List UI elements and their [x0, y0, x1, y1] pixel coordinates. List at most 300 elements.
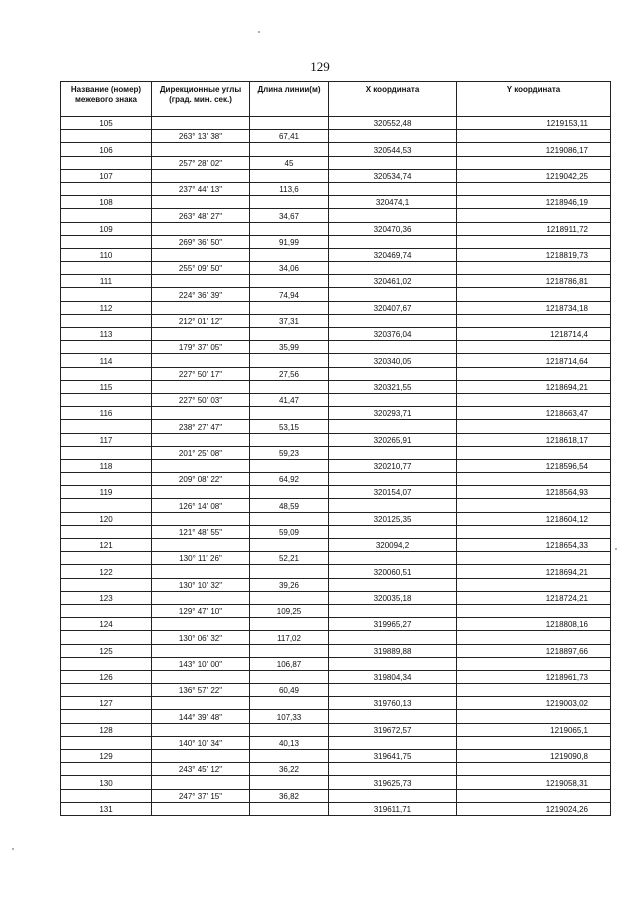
empty-cell	[329, 288, 457, 301]
empty-cell	[329, 525, 457, 538]
direction-angle-cell: 227° 50' 17"	[152, 367, 250, 380]
empty-cell	[61, 763, 152, 776]
empty-cell	[61, 314, 152, 327]
empty-cell	[250, 591, 329, 604]
empty-cell	[457, 604, 611, 617]
y-coordinate-cell: 1218604,12	[457, 512, 611, 525]
direction-angle-cell: 255° 09' 50"	[152, 262, 250, 275]
line-length-cell: 59,09	[250, 525, 329, 538]
empty-cell	[250, 697, 329, 710]
point-row	[61, 328, 611, 341]
empty-cell	[329, 341, 457, 354]
empty-cell	[329, 314, 457, 327]
point-row	[61, 117, 611, 130]
empty-cell	[61, 789, 152, 802]
point-name-cell: 109	[61, 222, 152, 235]
segment-row	[61, 657, 611, 670]
empty-cell	[457, 657, 611, 670]
line-length-cell: 34,67	[250, 209, 329, 222]
segment-row	[61, 130, 611, 143]
x-coordinate-cell: 320060,51	[329, 565, 457, 578]
empty-cell	[457, 446, 611, 459]
empty-cell	[250, 433, 329, 446]
point-name-cell: 118	[61, 459, 152, 472]
scan-speck	[12, 848, 14, 850]
y-coordinate-cell: 1218897,66	[457, 644, 611, 657]
direction-angle-cell: 143° 10' 00"	[152, 657, 250, 670]
empty-cell	[250, 802, 329, 815]
segment-row	[61, 684, 611, 697]
empty-cell	[457, 552, 611, 565]
y-coordinate-cell: 1218786,81	[457, 275, 611, 288]
line-length-cell: 37,31	[250, 314, 329, 327]
empty-cell	[250, 328, 329, 341]
empty-cell	[61, 499, 152, 512]
empty-cell	[61, 156, 152, 169]
direction-angle-cell: 179° 37' 05"	[152, 341, 250, 354]
empty-cell	[250, 248, 329, 261]
x-coordinate-cell: 319760,13	[329, 697, 457, 710]
direction-angle-cell: 130° 11' 26"	[152, 552, 250, 565]
x-coordinate-cell: 320544,53	[329, 143, 457, 156]
point-row	[61, 433, 611, 446]
empty-cell	[250, 169, 329, 182]
segment-row	[61, 578, 611, 591]
empty-cell	[329, 446, 457, 459]
empty-cell	[152, 222, 250, 235]
direction-angle-cell: 227° 50' 03"	[152, 393, 250, 406]
y-coordinate-cell: 1218808,16	[457, 618, 611, 631]
empty-cell	[152, 169, 250, 182]
line-length-cell: 64,92	[250, 473, 329, 486]
x-coordinate-cell: 320534,74	[329, 169, 457, 182]
empty-cell	[250, 750, 329, 763]
direction-angle-cell: 257° 28' 02"	[152, 156, 250, 169]
point-name-cell: 122	[61, 565, 152, 578]
line-length-cell: 36,82	[250, 789, 329, 802]
empty-cell	[152, 328, 250, 341]
empty-cell	[61, 684, 152, 697]
point-row	[61, 802, 611, 815]
empty-cell	[152, 591, 250, 604]
empty-cell	[152, 407, 250, 420]
empty-cell	[61, 578, 152, 591]
point-name-cell: 117	[61, 433, 152, 446]
point-name-cell: 111	[61, 275, 152, 288]
header-x-coordinate: X координата	[329, 82, 457, 117]
x-coordinate-cell: 320293,71	[329, 407, 457, 420]
x-coordinate-cell: 320265,91	[329, 433, 457, 446]
empty-cell	[457, 341, 611, 354]
point-row	[61, 196, 611, 209]
empty-cell	[61, 182, 152, 195]
point-row	[61, 644, 611, 657]
empty-cell	[329, 156, 457, 169]
empty-cell	[329, 130, 457, 143]
empty-cell	[457, 789, 611, 802]
y-coordinate-cell: 1218663,47	[457, 407, 611, 420]
segment-row	[61, 393, 611, 406]
empty-cell	[61, 420, 152, 433]
y-coordinate-cell: 1218596,54	[457, 459, 611, 472]
empty-cell	[250, 143, 329, 156]
y-coordinate-cell: 1218946,19	[457, 196, 611, 209]
empty-cell	[457, 684, 611, 697]
empty-cell	[329, 763, 457, 776]
line-length-cell: 35,99	[250, 341, 329, 354]
empty-cell	[457, 367, 611, 380]
empty-cell	[152, 196, 250, 209]
x-coordinate-cell: 319804,34	[329, 670, 457, 683]
empty-cell	[152, 275, 250, 288]
x-coordinate-cell: 320407,67	[329, 301, 457, 314]
point-row	[61, 169, 611, 182]
point-name-cell: 123	[61, 591, 152, 604]
line-length-cell: 109,25	[250, 604, 329, 617]
point-name-cell: 124	[61, 618, 152, 631]
y-coordinate-cell: 1218714,64	[457, 354, 611, 367]
empty-cell	[457, 763, 611, 776]
x-coordinate-cell: 319889,88	[329, 644, 457, 657]
x-coordinate-cell: 320376,04	[329, 328, 457, 341]
x-coordinate-cell: 320321,55	[329, 380, 457, 393]
line-length-cell: 60,49	[250, 684, 329, 697]
empty-cell	[250, 354, 329, 367]
empty-cell	[457, 262, 611, 275]
empty-cell	[329, 631, 457, 644]
empty-cell	[329, 182, 457, 195]
direction-angle-cell: 243° 45' 12"	[152, 763, 250, 776]
point-row	[61, 670, 611, 683]
page-number: 129	[310, 59, 330, 74]
direction-angle-cell: 263° 48' 27"	[152, 209, 250, 222]
empty-cell	[61, 552, 152, 565]
y-coordinate-cell: 1219065,1	[457, 723, 611, 736]
empty-cell	[152, 697, 250, 710]
segment-row	[61, 156, 611, 169]
x-coordinate-cell: 320470,36	[329, 222, 457, 235]
segment-row	[61, 525, 611, 538]
empty-cell	[457, 314, 611, 327]
empty-cell	[329, 473, 457, 486]
empty-cell	[152, 723, 250, 736]
empty-cell	[250, 301, 329, 314]
point-name-cell: 105	[61, 117, 152, 130]
empty-cell	[457, 578, 611, 591]
empty-cell	[61, 446, 152, 459]
y-coordinate-cell: 1219086,17	[457, 143, 611, 156]
segment-row	[61, 473, 611, 486]
empty-cell	[329, 736, 457, 749]
empty-cell	[152, 802, 250, 815]
empty-cell	[329, 420, 457, 433]
direction-angle-cell: 130° 10' 32"	[152, 578, 250, 591]
empty-cell	[250, 486, 329, 499]
segment-row	[61, 235, 611, 248]
empty-cell	[152, 750, 250, 763]
empty-cell	[152, 380, 250, 393]
line-length-cell: 40,13	[250, 736, 329, 749]
empty-cell	[61, 525, 152, 538]
point-name-cell: 129	[61, 750, 152, 763]
line-length-cell: 107,33	[250, 710, 329, 723]
point-row	[61, 591, 611, 604]
empty-cell	[61, 341, 152, 354]
empty-cell	[250, 565, 329, 578]
y-coordinate-cell: 1218724,21	[457, 591, 611, 604]
direction-angle-cell: 237° 44' 13"	[152, 182, 250, 195]
segment-row	[61, 710, 611, 723]
empty-cell	[457, 631, 611, 644]
x-coordinate-cell: 319611,71	[329, 802, 457, 815]
point-name-cell: 121	[61, 539, 152, 552]
point-row	[61, 143, 611, 156]
point-row	[61, 697, 611, 710]
empty-cell	[329, 710, 457, 723]
empty-cell	[250, 380, 329, 393]
line-length-cell: 45	[250, 156, 329, 169]
empty-cell	[152, 618, 250, 631]
x-coordinate-cell: 319641,75	[329, 750, 457, 763]
empty-cell	[152, 117, 250, 130]
line-length-cell: 67,41	[250, 130, 329, 143]
direction-angle-cell: 126° 14' 08"	[152, 499, 250, 512]
empty-cell	[329, 684, 457, 697]
empty-cell	[457, 130, 611, 143]
empty-cell	[61, 393, 152, 406]
y-coordinate-cell: 1218911,72	[457, 222, 611, 235]
header-direction-angle: Дирекционные углы (град. мин. сек.)	[152, 82, 250, 117]
direction-angle-cell: 224° 36' 39"	[152, 288, 250, 301]
line-length-cell: 74,94	[250, 288, 329, 301]
empty-cell	[457, 473, 611, 486]
empty-cell	[61, 367, 152, 380]
empty-cell	[250, 776, 329, 789]
segment-row	[61, 631, 611, 644]
empty-cell	[250, 196, 329, 209]
point-name-cell: 116	[61, 407, 152, 420]
segment-row	[61, 367, 611, 380]
direction-angle-cell: 212° 01' 12"	[152, 314, 250, 327]
empty-cell	[152, 670, 250, 683]
line-length-cell: 59,23	[250, 446, 329, 459]
line-length-cell: 53,15	[250, 420, 329, 433]
direction-angle-cell: 209° 08' 22"	[152, 473, 250, 486]
line-length-cell: 52,21	[250, 552, 329, 565]
direction-angle-cell: 263° 13' 38"	[152, 130, 250, 143]
empty-cell	[152, 433, 250, 446]
empty-cell	[152, 512, 250, 525]
line-length-cell: 117,02	[250, 631, 329, 644]
y-coordinate-cell: 1218734,18	[457, 301, 611, 314]
empty-cell	[152, 301, 250, 314]
point-name-cell: 127	[61, 697, 152, 710]
direction-angle-cell: 144° 39' 48"	[152, 710, 250, 723]
x-coordinate-cell: 320035,18	[329, 591, 457, 604]
point-row	[61, 512, 611, 525]
point-name-cell: 125	[61, 644, 152, 657]
segment-row	[61, 182, 611, 195]
x-coordinate-cell: 320552,48	[329, 117, 457, 130]
scan-speck	[258, 31, 260, 33]
table-header-row	[61, 82, 611, 117]
y-coordinate-cell: 1218694,21	[457, 565, 611, 578]
direction-angle-cell: 201° 25' 08"	[152, 446, 250, 459]
point-name-cell: 120	[61, 512, 152, 525]
empty-cell	[152, 644, 250, 657]
point-name-cell: 131	[61, 802, 152, 815]
direction-angle-cell: 136° 57' 22"	[152, 684, 250, 697]
direction-angle-cell: 129° 47' 10"	[152, 604, 250, 617]
segment-row	[61, 789, 611, 802]
point-row	[61, 354, 611, 367]
x-coordinate-cell: 319965,27	[329, 618, 457, 631]
segment-row	[61, 604, 611, 617]
empty-cell	[329, 367, 457, 380]
empty-cell	[329, 552, 457, 565]
empty-cell	[457, 288, 611, 301]
segment-row	[61, 314, 611, 327]
empty-cell	[329, 657, 457, 670]
y-coordinate-cell: 1218819,73	[457, 248, 611, 261]
y-coordinate-cell: 1219042,25	[457, 169, 611, 182]
boundary-coordinates-table	[60, 81, 611, 816]
empty-cell	[152, 248, 250, 261]
empty-cell	[250, 723, 329, 736]
point-name-cell: 128	[61, 723, 152, 736]
empty-cell	[61, 473, 152, 486]
point-row	[61, 776, 611, 789]
x-coordinate-cell: 319672,57	[329, 723, 457, 736]
y-coordinate-cell: 1218961,73	[457, 670, 611, 683]
empty-cell	[250, 222, 329, 235]
empty-cell	[250, 512, 329, 525]
empty-cell	[329, 262, 457, 275]
point-name-cell: 107	[61, 169, 152, 182]
x-coordinate-cell: 319625,73	[329, 776, 457, 789]
empty-cell	[250, 670, 329, 683]
y-coordinate-cell: 1218654,33	[457, 539, 611, 552]
x-coordinate-cell: 320474,1	[329, 196, 457, 209]
point-name-cell: 112	[61, 301, 152, 314]
empty-cell	[61, 710, 152, 723]
empty-cell	[61, 604, 152, 617]
empty-cell	[61, 288, 152, 301]
point-name-cell: 106	[61, 143, 152, 156]
point-name-cell: 126	[61, 670, 152, 683]
y-coordinate-cell: 1219003,02	[457, 697, 611, 710]
segment-row	[61, 341, 611, 354]
y-coordinate-cell: 1219090,8	[457, 750, 611, 763]
empty-cell	[329, 789, 457, 802]
line-length-cell: 106,87	[250, 657, 329, 670]
empty-cell	[457, 710, 611, 723]
empty-cell	[152, 776, 250, 789]
empty-cell	[250, 618, 329, 631]
empty-cell	[457, 235, 611, 248]
empty-cell	[152, 354, 250, 367]
segment-row	[61, 499, 611, 512]
point-row	[61, 222, 611, 235]
empty-cell	[152, 565, 250, 578]
direction-angle-cell: 130° 06' 32"	[152, 631, 250, 644]
empty-cell	[457, 736, 611, 749]
point-row	[61, 248, 611, 261]
point-name-cell: 113	[61, 328, 152, 341]
empty-cell	[61, 262, 152, 275]
point-row	[61, 301, 611, 314]
line-length-cell: 113,6	[250, 182, 329, 195]
empty-cell	[61, 736, 152, 749]
empty-cell	[329, 578, 457, 591]
segment-row	[61, 763, 611, 776]
x-coordinate-cell: 320154,07	[329, 486, 457, 499]
empty-cell	[61, 209, 152, 222]
scan-speck	[615, 548, 617, 550]
segment-row	[61, 552, 611, 565]
point-name-cell: 114	[61, 354, 152, 367]
segment-row	[61, 736, 611, 749]
empty-cell	[250, 539, 329, 552]
line-length-cell: 34,06	[250, 262, 329, 275]
empty-cell	[152, 539, 250, 552]
empty-cell	[329, 209, 457, 222]
x-coordinate-cell: 320340,05	[329, 354, 457, 367]
segment-row	[61, 446, 611, 459]
empty-cell	[457, 156, 611, 169]
point-row	[61, 407, 611, 420]
y-coordinate-cell: 1219024,26	[457, 802, 611, 815]
point-row	[61, 750, 611, 763]
direction-angle-cell: 238° 27' 47"	[152, 420, 250, 433]
point-name-cell: 130	[61, 776, 152, 789]
line-length-cell: 39,26	[250, 578, 329, 591]
empty-cell	[61, 631, 152, 644]
header-line-length: Длина линии(м)	[250, 82, 329, 117]
line-length-cell: 41,47	[250, 393, 329, 406]
point-row	[61, 618, 611, 631]
segment-row	[61, 288, 611, 301]
x-coordinate-cell: 320469,74	[329, 248, 457, 261]
empty-cell	[457, 420, 611, 433]
y-coordinate-cell: 1219058,31	[457, 776, 611, 789]
empty-cell	[457, 499, 611, 512]
empty-cell	[329, 235, 457, 248]
point-row	[61, 486, 611, 499]
empty-cell	[250, 275, 329, 288]
y-coordinate-cell: 1219153,11	[457, 117, 611, 130]
segment-row	[61, 209, 611, 222]
x-coordinate-cell: 320094,2	[329, 539, 457, 552]
y-coordinate-cell: 1218694,21	[457, 380, 611, 393]
empty-cell	[329, 393, 457, 406]
y-coordinate-cell: 1218618,17	[457, 433, 611, 446]
line-length-cell: 36,22	[250, 763, 329, 776]
empty-cell	[250, 644, 329, 657]
point-row	[61, 539, 611, 552]
point-row	[61, 459, 611, 472]
point-name-cell: 108	[61, 196, 152, 209]
line-length-cell: 27,56	[250, 367, 329, 380]
point-row	[61, 723, 611, 736]
empty-cell	[457, 393, 611, 406]
empty-cell	[250, 407, 329, 420]
empty-cell	[61, 235, 152, 248]
segment-row	[61, 262, 611, 275]
line-length-cell: 48,59	[250, 499, 329, 512]
header-y-coordinate: Y координата	[457, 82, 611, 117]
header-marker-name: Название (номер) межевого знака	[61, 82, 152, 117]
